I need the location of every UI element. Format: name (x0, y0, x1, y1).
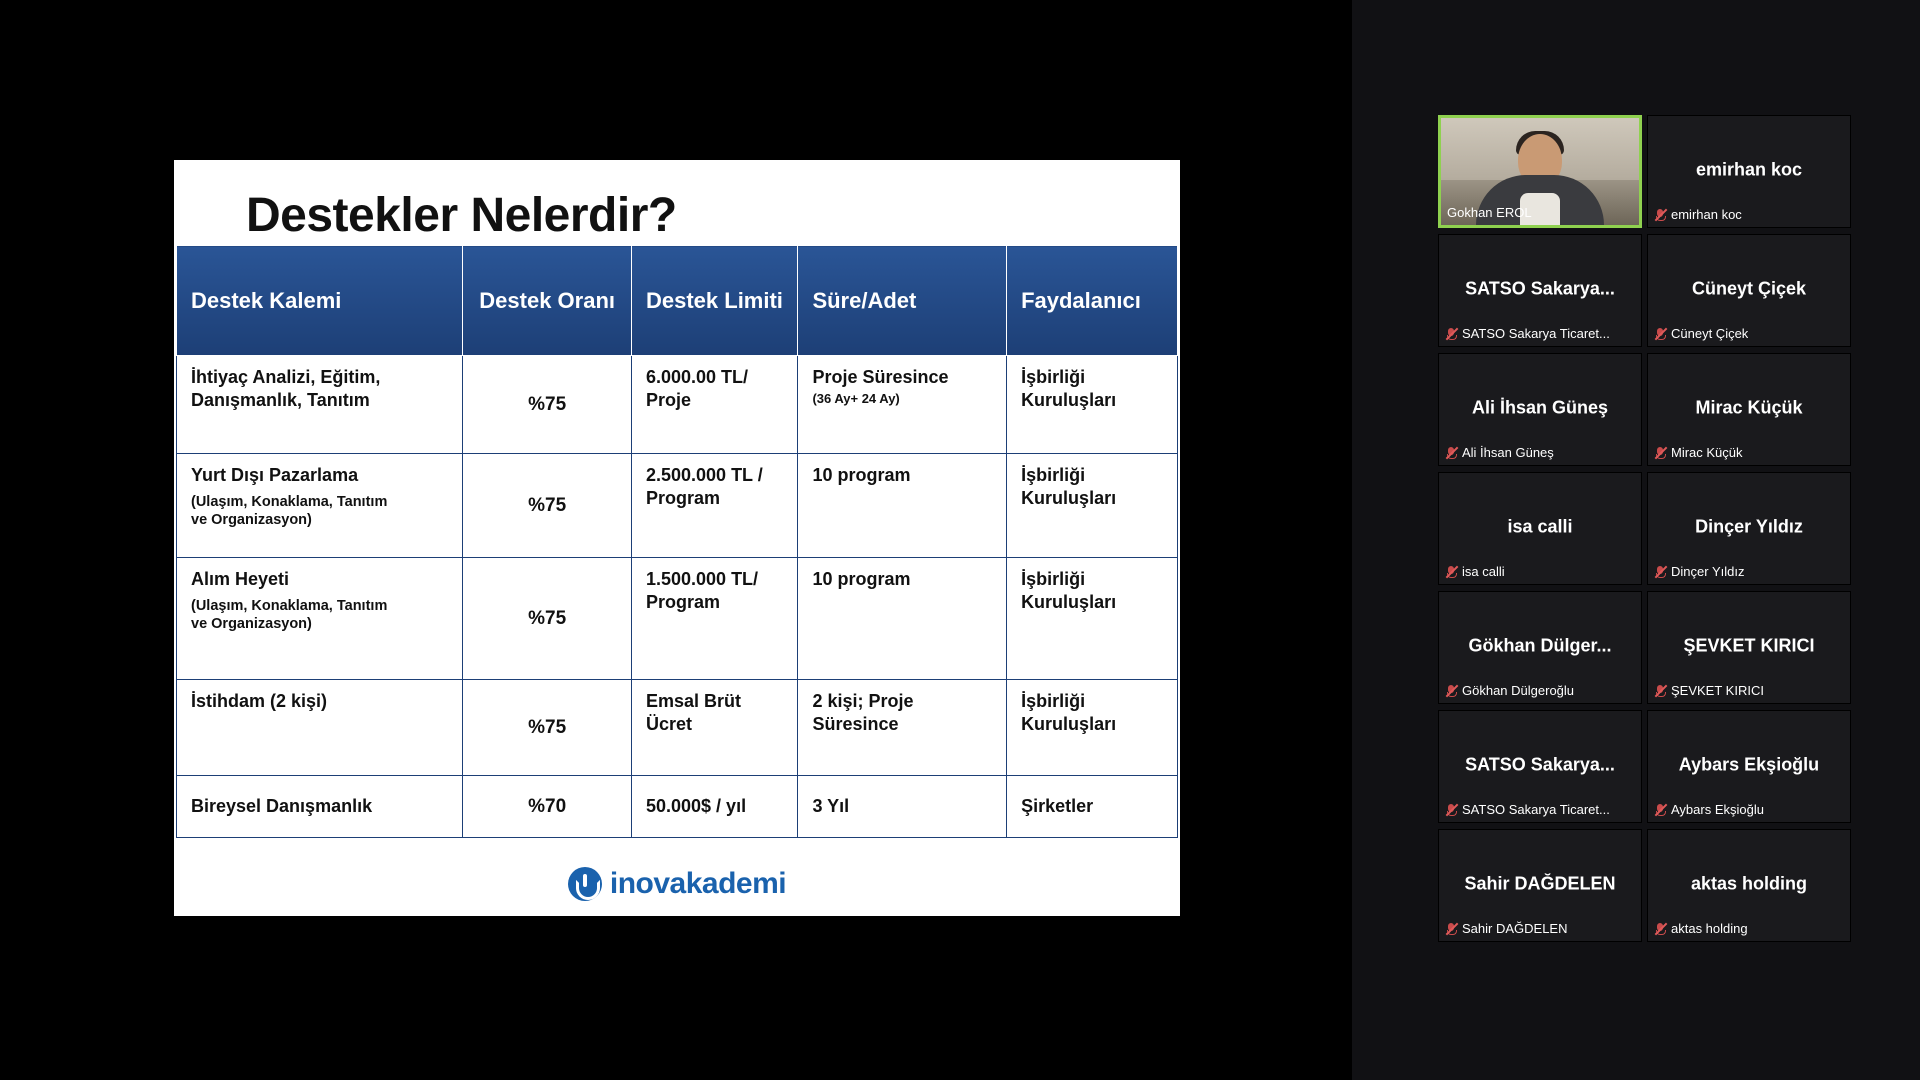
beneficiary-label: İşbirliği Kuruluşları (1021, 569, 1117, 613)
participant-name-badge (1654, 326, 1748, 341)
support-table (176, 245, 1178, 838)
inovakademi-logo (568, 867, 786, 901)
mic-muted-icon (1654, 565, 1666, 579)
participant-name-badge (1445, 802, 1610, 817)
item-note-2: ve Organizasyon) (191, 615, 312, 632)
cell-item (177, 558, 463, 680)
participant-tile-mirac-kucuk[interactable] (1647, 353, 1851, 466)
cell-beneficiary (1007, 776, 1178, 838)
participant-display-name: Ali İhsan Güneş (1471, 396, 1609, 417)
slide-frame (14, 160, 1180, 916)
cell-duration (798, 454, 1007, 558)
limit-label: 2.500.000 TL / Program (645, 465, 763, 509)
item-label: Yurt Dışı Pazarlama (191, 465, 359, 485)
item-note-1: (Ulaşım, Konaklama, Tanıtım (191, 597, 388, 614)
cell-beneficiary (1007, 454, 1178, 558)
duration-label: 3 Yıl (812, 795, 850, 816)
presentation-slide (174, 160, 1180, 916)
participant-tile-sahir-dagdelen[interactable] (1438, 829, 1642, 942)
column-header-beneficiary: Faydalanıcı (1007, 246, 1178, 356)
participant-tile-gokhan-dulgeroglu[interactable] (1438, 591, 1642, 704)
cell-item (177, 356, 463, 454)
cell-limit (631, 558, 797, 680)
participant-display-name: emirhan koc (1695, 158, 1803, 179)
duration-note: (36 Ay+ 24 Ay) (812, 391, 900, 407)
cell-rate: %75 (463, 680, 632, 776)
participant-name: Dinçer Yıldız (1671, 564, 1745, 579)
table-header-row (177, 246, 1178, 356)
participant-gallery (1438, 115, 1850, 955)
item-label: İhtiyaç Analizi, Eğitim, Danışmanlık, Tanıtım (191, 367, 381, 410)
participant-name-badge (1654, 921, 1748, 936)
cell-limit (631, 776, 797, 838)
participant-display-name: Aybars Ekşioğlu (1678, 753, 1820, 774)
mic-muted-icon (1654, 803, 1666, 817)
duration-label: 2 kişi; Proje Süresince (812, 691, 914, 735)
participant-name: Aybars Ekşioğlu (1671, 802, 1764, 817)
cell-item (177, 680, 463, 776)
table-row (177, 454, 1178, 558)
table-row (177, 356, 1178, 454)
limit-label: Emsal Brüt Ücret (645, 691, 742, 735)
participant-name: aktas holding (1671, 921, 1748, 936)
item-label: Bireysel Danışmanlık (191, 796, 373, 817)
participant-name: Cüneyt Çiçek (1671, 326, 1749, 341)
participant-display-name: Mirac Küçük (1695, 396, 1803, 417)
participant-tile-satso-sakarya-1[interactable] (1438, 234, 1642, 347)
cell-item (177, 776, 463, 838)
duration-label: 10 program (812, 569, 911, 589)
duration-label: 10 program (812, 465, 911, 485)
page-title: Destekler Nelerdir? (246, 189, 677, 242)
participant-name: ŞEVKET KIRICI (1671, 683, 1764, 698)
participant-display-name: Cüneyt Çiçek (1691, 277, 1807, 298)
participant-name-badge (1654, 207, 1742, 222)
cell-duration (798, 558, 1007, 680)
participant-tile-aybars-eksioglu[interactable] (1647, 710, 1851, 823)
cell-rate: %75 (463, 454, 632, 558)
beneficiary-label: İşbirliği Kuruluşları (1021, 691, 1117, 735)
participant-name: Gokhan EROL (1447, 205, 1532, 220)
cell-limit (631, 680, 797, 776)
table-row (177, 776, 1178, 838)
cell-limit (631, 356, 797, 454)
participant-display-name: SATSO Sakarya... (1465, 277, 1615, 298)
participant-name-badge (1445, 683, 1574, 698)
table-header (177, 246, 1178, 356)
cell-limit (631, 454, 797, 558)
mic-muted-icon (1654, 446, 1666, 460)
participant-tile-dincer-yildiz[interactable] (1647, 472, 1851, 585)
participant-tile-emirhan-koc[interactable] (1647, 115, 1851, 228)
participant-tile-ali-ihsan-gunes[interactable] (1438, 353, 1642, 466)
column-header-rate: Destek Oranı (463, 246, 632, 356)
participant-display-name: aktas holding (1690, 872, 1807, 893)
participant-name-badge (1445, 445, 1554, 460)
column-header-limit: Destek Limiti (631, 246, 797, 356)
participant-name: SATSO Sakarya Ticaret... (1462, 802, 1610, 817)
participant-tile-isa-calli[interactable] (1438, 472, 1642, 585)
participant-name-badge (1447, 205, 1532, 220)
cell-duration (798, 680, 1007, 776)
cell-rate: %75 (463, 356, 632, 454)
participant-display-name: Sahir DAĞDELEN (1464, 872, 1616, 893)
mic-muted-icon (1445, 565, 1457, 579)
cell-duration (798, 356, 1007, 454)
cell-duration (798, 776, 1007, 838)
participant-name: SATSO Sakarya Ticaret... (1462, 326, 1610, 341)
participant-name: Gökhan Dülgeroğlu (1462, 683, 1575, 698)
participant-name-badge (1654, 683, 1764, 698)
mic-muted-icon (1445, 803, 1457, 817)
inovakademi-logo-icon (568, 867, 602, 901)
beneficiary-label: İşbirliği Kuruluşları (1021, 367, 1117, 411)
slide-footer (174, 852, 1180, 916)
mic-muted-icon (1654, 922, 1666, 936)
table-body (177, 356, 1178, 838)
participant-name-badge (1445, 564, 1505, 579)
beneficiary-label: Şirketler (1021, 795, 1094, 816)
cell-item (177, 454, 463, 558)
table-row (177, 680, 1178, 776)
participant-name-badge (1654, 802, 1764, 817)
beneficiary-label: İşbirliği Kuruluşları (1021, 465, 1117, 509)
participant-name: emirhan koc (1671, 207, 1742, 222)
duration-label: Proje Süresince (812, 367, 949, 387)
participant-name: Mirac Küçük (1671, 445, 1743, 460)
mic-muted-icon (1445, 446, 1457, 460)
limit-label: 50.000$ / yıl (645, 795, 747, 816)
item-label: İstihdam (2 kişi) (191, 691, 328, 711)
participant-name: isa calli (1462, 564, 1505, 579)
cell-beneficiary (1007, 680, 1178, 776)
participant-name-badge (1445, 326, 1610, 341)
item-note-2: ve Organizasyon) (191, 511, 312, 528)
cell-beneficiary (1007, 356, 1178, 454)
participant-name: Sahir DAĞDELEN (1462, 921, 1568, 936)
participant-display-name: Gökhan Dülger... (1468, 634, 1612, 655)
cell-rate: %70 (463, 776, 632, 838)
item-note-1: (Ulaşım, Konaklama, Tanıtım (191, 493, 388, 510)
participant-tile-cuneyt-cicek[interactable] (1647, 234, 1851, 347)
mic-muted-icon (1654, 327, 1666, 341)
participant-display-name: ŞEVKET KIRICI (1683, 634, 1815, 655)
item-label: Alım Heyeti (191, 569, 290, 589)
participant-name: Ali İhsan Güneş (1462, 445, 1554, 460)
mic-muted-icon (1654, 208, 1666, 222)
mic-muted-icon (1654, 684, 1666, 698)
mic-muted-icon (1445, 922, 1457, 936)
participant-display-name: Dinçer Yıldız (1695, 515, 1803, 536)
cell-beneficiary (1007, 558, 1178, 680)
participant-tile-gokhan-erol[interactable] (1438, 115, 1642, 228)
mic-muted-icon (1445, 684, 1457, 698)
participant-name-badge (1445, 921, 1567, 936)
participant-name-badge (1654, 445, 1743, 460)
participant-tile-aktas-holding[interactable] (1647, 829, 1851, 942)
column-header-duration: Süre/Adet (798, 246, 1007, 356)
participant-display-name: SATSO Sakarya... (1465, 753, 1615, 774)
cell-rate: %75 (463, 558, 632, 680)
limit-label: 1.500.000 TL/ Program (645, 569, 759, 613)
participant-tile-sevket-kirici[interactable] (1647, 591, 1851, 704)
participant-name-badge (1654, 564, 1744, 579)
limit-label: 6.000.00 TL/ Proje (645, 367, 749, 411)
participant-display-name: isa calli (1507, 515, 1573, 536)
mic-muted-icon (1445, 327, 1457, 341)
column-header-item: Destek Kalemi (177, 246, 463, 356)
participant-tile-satso-sakarya-2[interactable] (1438, 710, 1642, 823)
table-row (177, 558, 1178, 680)
inovakademi-logo-text: inovakademi (609, 867, 787, 900)
